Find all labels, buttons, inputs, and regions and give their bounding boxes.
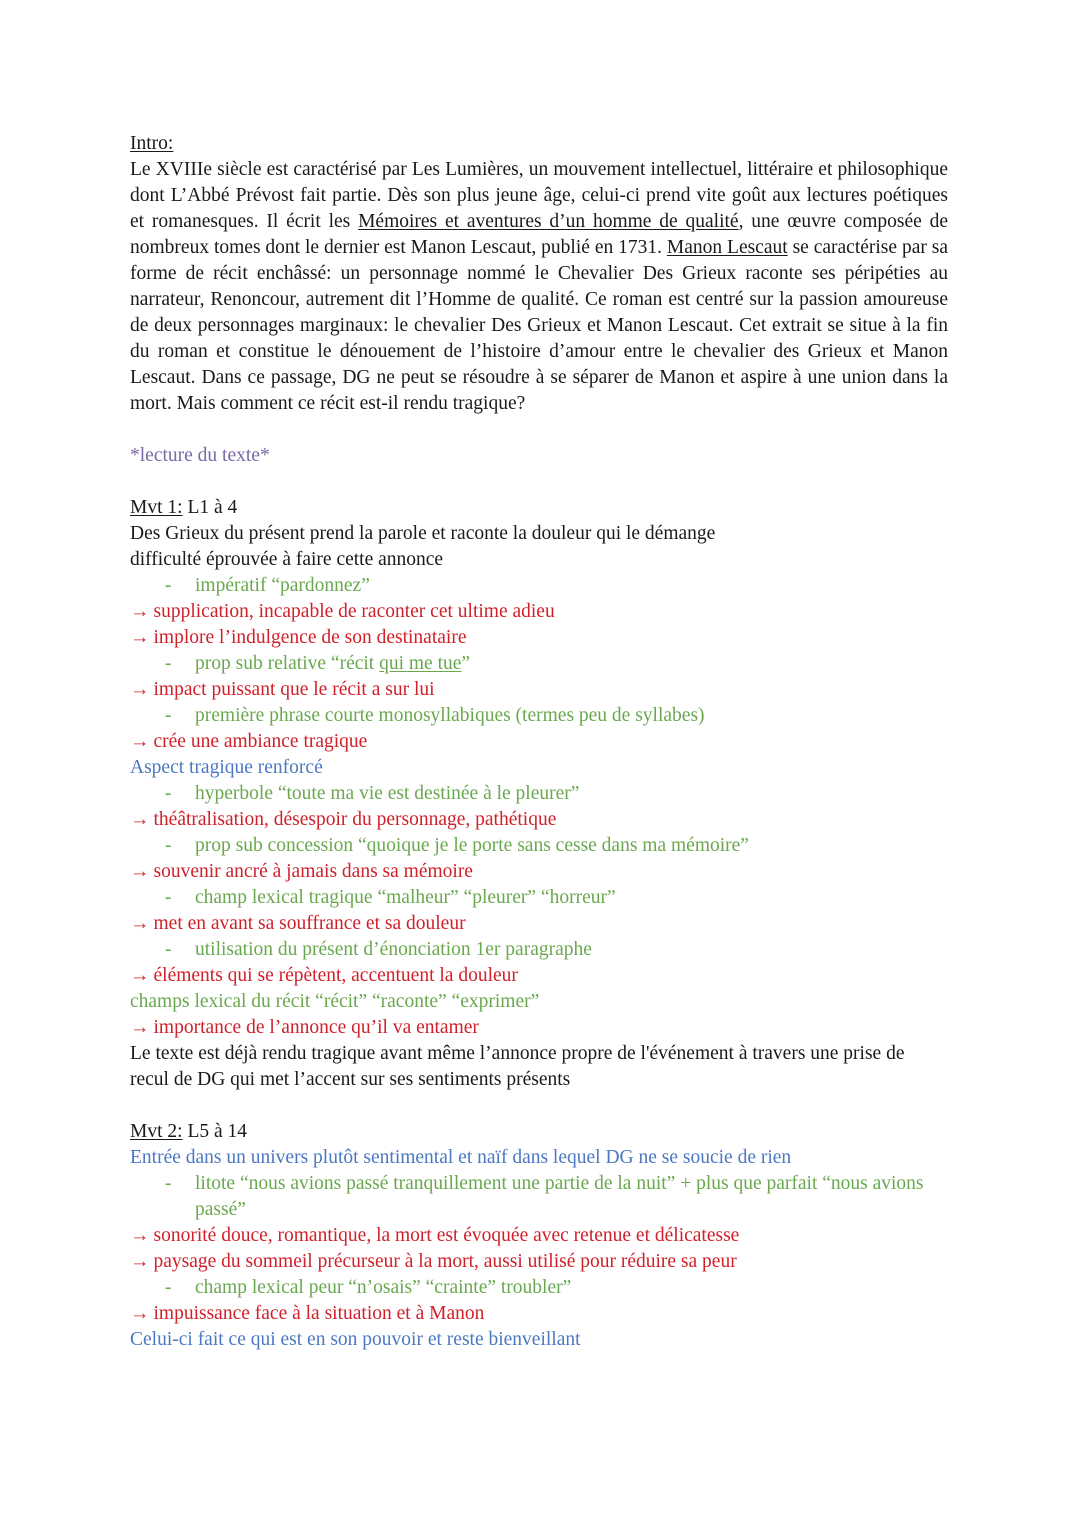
note-line: Celui-ci fait ce qui est en son pouvoir et reste bienveillant (130, 1329, 581, 1350)
work-title: Mémoires et aventures d’un homme de qualité (358, 211, 739, 232)
reading-note: *lecture du texte* (130, 445, 270, 466)
note-line: Aspect tragique renforcé (130, 757, 323, 778)
arrow-icon: → (130, 913, 150, 934)
arrow-line-text: éléments qui se répètent, accentuent la douleur (153, 965, 518, 986)
bullet-text: prop sub relative “récit (195, 653, 380, 674)
bullet-text-underlined: qui me tue (379, 653, 462, 674)
dash-bullet-icon: - (165, 783, 172, 804)
arrow-line (130, 1015, 948, 1041)
bullet-text: litote “nous avions passé tranquillement une partie de la nuit” + plus que parfait “nous avions passé” (195, 1173, 924, 1220)
note-line: difficulté éprouvée à faire cette annonce (130, 549, 444, 570)
mvt1-section (130, 521, 948, 1093)
arrow-line (130, 599, 948, 625)
arrow-icon: → (130, 679, 150, 700)
arrow-line-text: implore l’indulgence de son destinataire (153, 627, 467, 648)
note-line: champs lexical du récit “récit” “raconte” “exprimer” (130, 991, 540, 1012)
arrow-icon: → (130, 965, 150, 986)
dash-bullet-icon: - (165, 575, 172, 596)
bullet-item (130, 703, 948, 729)
arrow-line (130, 1301, 948, 1327)
arrow-line-text: paysage du sommeil précurseur à la mort, aussi utilisé pour réduire sa peur (153, 1251, 737, 1272)
arrow-line (130, 911, 948, 937)
bullet-item (130, 1275, 948, 1301)
arrow-line-text: théâtralisation, désespoir du personnage, pathétique (153, 809, 557, 830)
arrow-icon: → (130, 861, 150, 882)
bullet-item (130, 885, 948, 911)
arrow-line-text: impact puissant que le récit a sur lui (153, 679, 435, 700)
note-line: Des Grieux du présent prend la parole et raconte la douleur qui le démange (130, 523, 716, 544)
arrow-icon: → (130, 627, 150, 648)
arrow-line-text: importance de l’annonce qu’il va entamer (153, 1017, 479, 1038)
intro-text-b: , une œuvre composée de nombreux tomes dont le dernier est Manon Lescaut, publié en 1731. (130, 211, 949, 258)
arrow-line (130, 625, 948, 651)
arrow-icon: → (130, 1303, 150, 1324)
mvt1-range: L1 à 4 (182, 497, 238, 518)
bullet-item (130, 833, 948, 859)
bullet-item (130, 937, 948, 963)
arrow-icon: → (130, 1017, 150, 1038)
arrow-line-text: met en avant sa souffrance et sa douleur (153, 913, 466, 934)
dash-bullet-icon: - (165, 1173, 172, 1194)
bullet-text: champ lexical tragique “malheur” “pleurer” “horreur” (195, 887, 616, 908)
mvt2-section (130, 1145, 948, 1353)
bullet-text: utilisation du présent d’énonciation 1er paragraphe (195, 939, 592, 960)
bullet-text: prop sub concession “quoique je le porte sans cesse dans ma mémoire” (195, 835, 749, 856)
bullet-text: ” (461, 653, 471, 674)
arrow-line-text: crée une ambiance tragique (153, 731, 368, 752)
dash-bullet-icon: - (165, 653, 172, 674)
arrow-line (130, 859, 948, 885)
arrow-line (130, 963, 948, 989)
intro-heading: Intro: (130, 133, 174, 154)
dash-bullet-icon: - (165, 1277, 172, 1298)
arrow-line-text: souvenir ancré à jamais dans sa mémoire (153, 861, 473, 882)
novel-title: Manon Lescaut (666, 237, 788, 258)
arrow-line-text: sonorité douce, romantique, la mort est évoquée avec retenue et délicatesse (153, 1225, 740, 1246)
dash-bullet-icon: - (165, 939, 172, 960)
note-line: Le texte est déjà rendu tragique avant même l’annonce propre de l'événement à travers une prise de recul de DG qui met l’accent sur ses sentiments présents (130, 1043, 905, 1090)
dash-bullet-icon: - (165, 705, 172, 726)
bullet-text: impératif “pardonnez” (195, 575, 370, 596)
arrow-icon: → (130, 1225, 150, 1246)
dash-bullet-icon: - (165, 835, 172, 856)
bullet-text: champ lexical peur “n’osais” “crainte” troubler” (195, 1277, 572, 1298)
arrow-icon: → (130, 1251, 150, 1272)
arrow-line-text: impuissance face à la situation et à Manon (153, 1303, 485, 1324)
arrow-line-text: supplication, incapable de raconter cet ultime adieu (153, 601, 555, 622)
bullet-item (130, 781, 948, 807)
mvt2-label: Mvt 2: (130, 1121, 183, 1142)
intro-paragraph (130, 157, 948, 417)
bullet-text: hyperbole “toute ma vie est destinée à le pleurer” (195, 783, 580, 804)
bullet-item (130, 651, 948, 677)
document-page (130, 131, 948, 1353)
arrow-line (130, 1223, 948, 1249)
arrow-line (130, 729, 948, 755)
mvt2-heading (130, 1119, 948, 1145)
arrow-icon: → (130, 601, 150, 622)
arrow-line (130, 677, 948, 703)
arrow-icon: → (130, 809, 150, 830)
note-line: Entrée dans un univers plutôt sentimental et naïf dans lequel DG ne se soucie de rien (130, 1147, 792, 1168)
bullet-item (130, 1171, 948, 1223)
arrow-line (130, 1249, 948, 1275)
bullet-text: première phrase courte monosyllabiques (termes peu de syllabes) (195, 705, 705, 726)
mvt2-range: L5 à 14 (182, 1121, 248, 1142)
arrow-line (130, 807, 948, 833)
dash-bullet-icon: - (165, 887, 172, 908)
bullet-item (130, 573, 948, 599)
mvt1-label: Mvt 1: (130, 497, 183, 518)
arrow-icon: → (130, 731, 150, 752)
intro-text-a: Le XVIIIe siècle est caractérisé par Les Lumières, un mouvement intellectuel, littéraire et philosophique dont L’Abbé Prévost fait partie. Dès son plus jeune âge, celui-ci prend vite goût aux lectures poétiques et romanesques. Il écrit les (130, 159, 948, 232)
intro-text-c: se caractérise par sa forme de récit enchâssé: un personnage nommé le Chevalier Des Grieux raconte ses péripéties au narrateur, Renoncour, autrement dit l’Homme de qualité. Ce roman est centré sur la passion amoureuse de deux personnages marginaux: le chevalier Des Grieux et Manon Lescaut. Cet extrait se situe à la fin du roman et constitue le dénouement de l’histoire d’amour entre le chevalier des Grieux et Manon Lescaut. Dans ce passage, DG ne peut se résoudre à se séparer de Manon et aspire à une union dans la mort. Mais comment ce récit est-il rendu tragique? (130, 237, 948, 414)
mvt1-heading (130, 495, 948, 521)
